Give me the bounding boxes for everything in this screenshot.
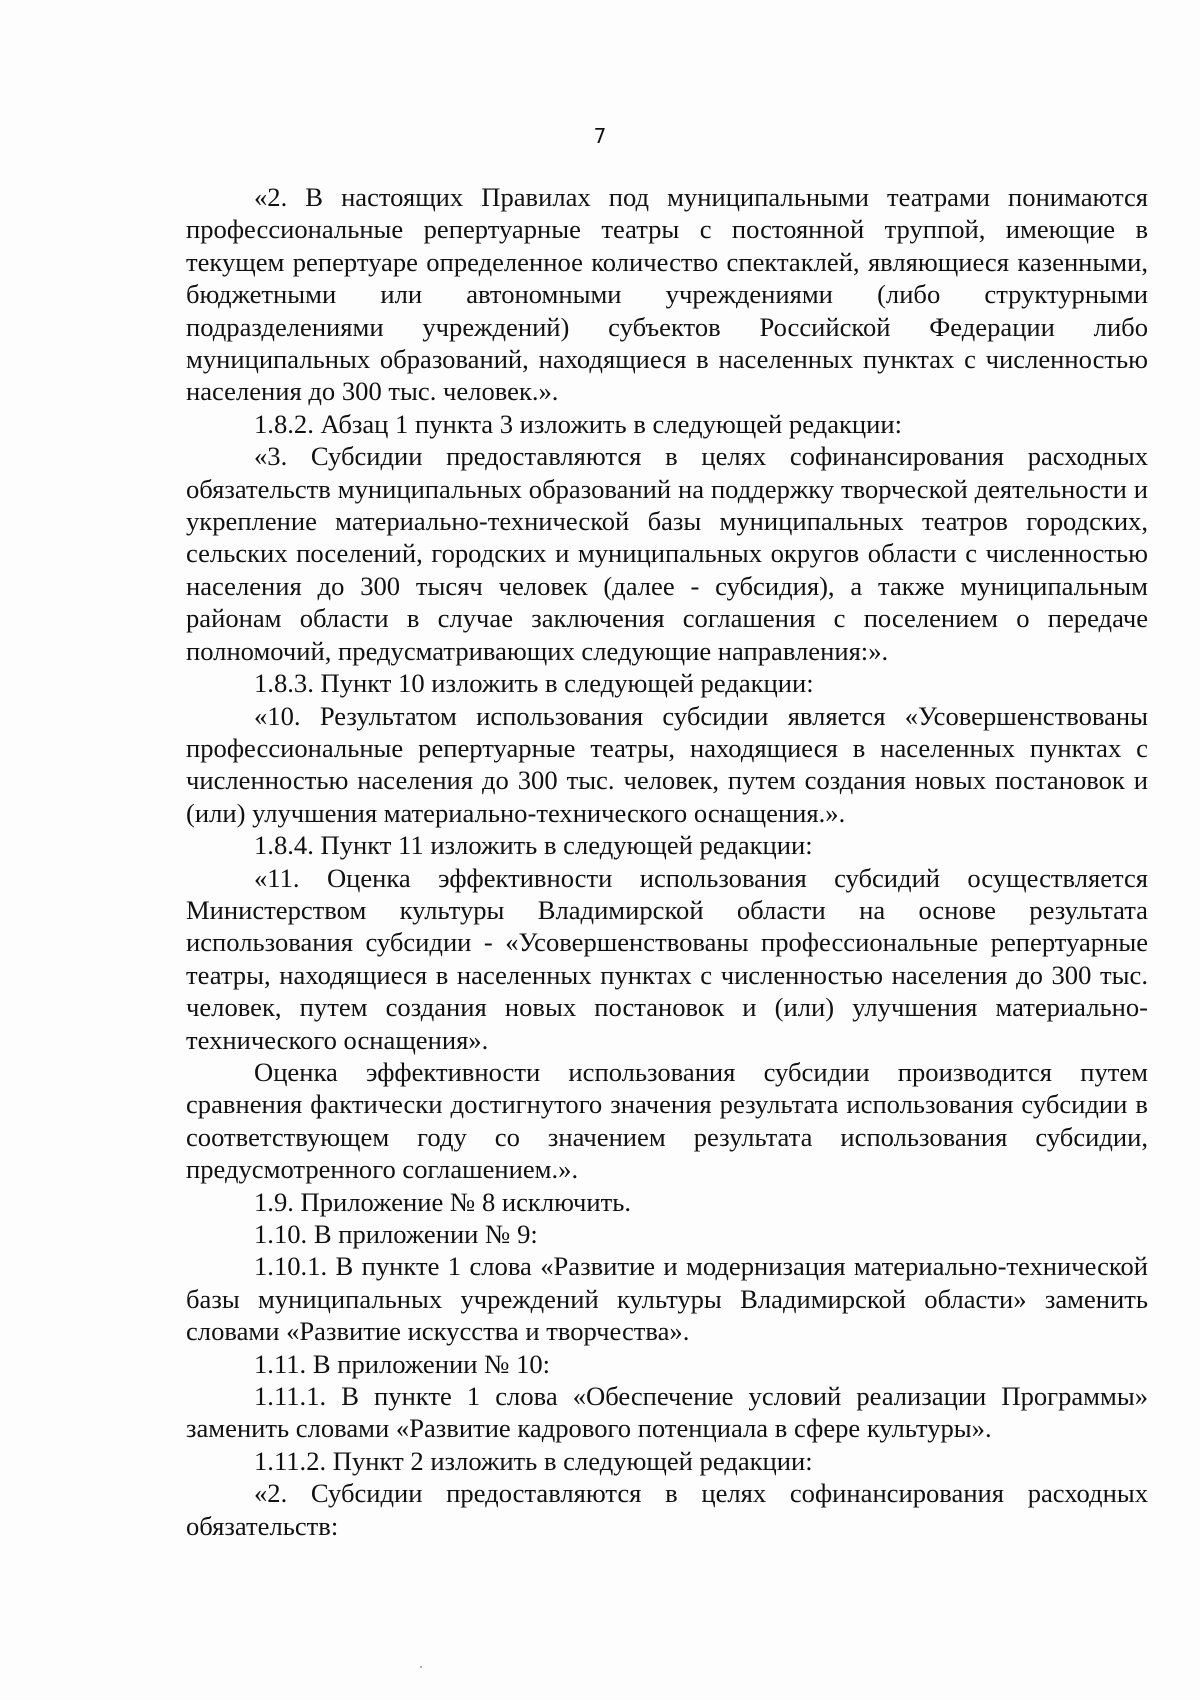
paragraph: «11. Оценка эффективности использования субсидий осуществляется Министерством культуры Владимирской области на основе результата использования субсидии - «Усовершенствованы профессиональные репертуарные театры, находящиеся в населенных пунктах с численностью населения до 300 тыс. человек, путем создания новых постановок и (или) улучшения материально-технического оснащения». — [186, 862, 1148, 1055]
scan-speck — [420, 1666, 422, 1668]
paragraph: 1.8.2. Абзац 1 пункта 3 изложить в следующей редакции: — [254, 408, 903, 439]
paragraph: 1.11.2. Пункт 2 изложить в следующей редакции: — [254, 1445, 813, 1476]
paragraph: 1.10.1. В пункте 1 слова «Развитие и модернизация материально-технической базы муниципальных учреждений культуры Владимирской области» заменить словами «Развитие искусства и творчества». — [186, 1251, 1148, 1347]
paragraph: 1.8.3. Пункт 10 изложить в следующей редакции: — [254, 668, 814, 699]
paragraph: 1.11.1. В пункте 1 слова «Обеспечение условий реализации Программы» заменить словами «Развитие кадрового потенциала в сфере культуры». — [186, 1381, 1148, 1444]
document-body — [186, 181, 1148, 1542]
paragraph: 1.11. В приложении № 10: — [254, 1348, 551, 1379]
page-number: 7 — [593, 124, 607, 148]
paragraph: 1.9. Приложение № 8 исключить. — [254, 1186, 631, 1217]
paragraph: «3. Субсидии предоставляются в целях софинансирования расходных обязательств муниципальных образований на поддержку творческой деятельности и укрепление материально-технической базы муниципальных театров городских, сельских поселений, городских и муниципальных округов области с численностью населения до 300 тысяч человек (далее - субсидия), а также муниципальным районам области в случае заключения соглашения с поселением о передаче полномочий, предусматривающих следующие направления:». — [186, 441, 1148, 666]
paragraph: «2. В настоящих Правилах под муниципальными театрами понимаются профессиональные репертуарные театры с постоянной труппой, имеющие в текущем репертуаре определенное количество спектаклей, являющиеся казенными, бюджетными или автономными учреждениями (либо структурными подразделениями учреждений) субъектов Российской Федерации либо муниципальных образований, находящиеся в населенных пунктах с численностью населения до 300 тыс. человек.». — [186, 182, 1148, 407]
paragraph: «10. Результатом использования субсидии является «Усовершенствованы профессиональные репертуарные театры, находящиеся в населенных пунктах с численностью населения до 300 тыс. человек, путем создания новых постановок и (или) улучшения материально-технического оснащения.». — [186, 700, 1148, 828]
paragraph: 1.10. В приложении № 9: — [254, 1219, 538, 1249]
paragraph: 1.8.4. Пункт 11 изложить в следующей редакции: — [254, 830, 813, 861]
paragraph: Оценка эффективности использования субсидии производится путем сравнения фактически достигнутого значения результата использования субсидии в соответствующем году со значением результата использования субсидии, предусмотренного соглашением.». — [186, 1056, 1148, 1185]
paragraph: «2. Субсидии предоставляются в целях софинансирования расходных обязательств: — [186, 1478, 1148, 1541]
